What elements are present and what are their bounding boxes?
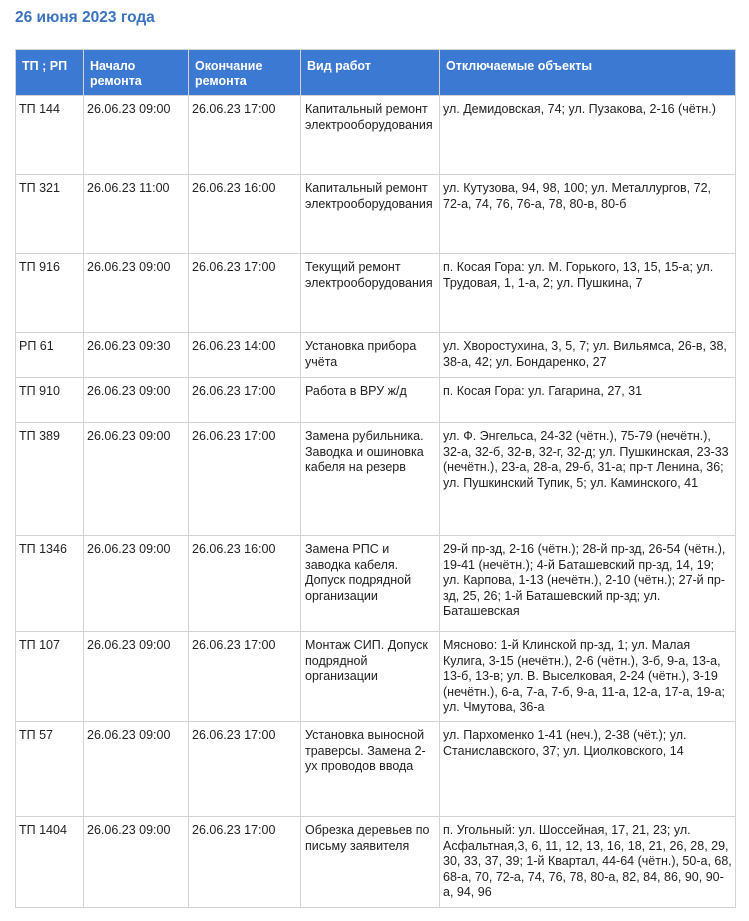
cell-work: Установка прибора учёта (301, 333, 439, 377)
cell-work: Замена рубильника. Заводка и ошиновка кабеля на резерв (301, 423, 439, 535)
table-row (16, 423, 735, 535)
cell-start: 26.06.23 09:00 (84, 536, 188, 631)
cell-station: ТП 57 (16, 722, 83, 816)
cell-station: ТП 916 (16, 254, 83, 332)
cell-end: 26.06.23 17:00 (189, 254, 300, 332)
header-station: ТП ; РП (16, 50, 83, 95)
header-work: Вид работ (301, 50, 439, 95)
cell-objects: п. Косая Гора: ул. М. Горького, 13, 15, 15-а; ул. Трудовая, 1, 1-а, 2; ул. Пушкина, 7 (440, 254, 735, 332)
cell-work: Капитальный ремонт электрооборудования (301, 175, 439, 253)
cell-end: 26.06.23 17:00 (189, 96, 300, 174)
cell-work: Текущий ремонт электрооборудования (301, 254, 439, 332)
table-row (16, 632, 735, 721)
cell-start: 26.06.23 09:00 (84, 632, 188, 721)
cell-objects: ул. Ф. Энгельса, 24-32 (чётн.), 75-79 (нечётн.), 32-а, 32-б, 32-в, 32-г, 32-д; ул. Пушкинская, 23-33 (нечётн.), 23-а, 28-а, 29-б, 31-а; пр-т Ленина, 36; ул. Пушкинский Тупик, 5; ул. Каминского, 41 (440, 423, 735, 535)
cell-end: 26.06.23 17:00 (189, 817, 300, 907)
page-title: 26 июня 2023 года (15, 9, 155, 26)
header-objects: Отключаемые объекты (440, 50, 735, 95)
cell-end: 26.06.23 17:00 (189, 378, 300, 422)
cell-end: 26.06.23 17:00 (189, 632, 300, 721)
cell-work: Установка выносной траверсы. Замена 2-ух проводов ввода (301, 722, 439, 816)
cell-station: ТП 910 (16, 378, 83, 422)
cell-objects: п. Косая Гора: ул. Гагарина, 27, 31 (440, 378, 735, 422)
cell-end: 26.06.23 16:00 (189, 175, 300, 253)
table-row (16, 817, 735, 907)
cell-station: ТП 321 (16, 175, 83, 253)
cell-station: ТП 107 (16, 632, 83, 721)
cell-start: 26.06.23 09:00 (84, 722, 188, 816)
cell-start: 26.06.23 09:30 (84, 333, 188, 377)
cell-objects: ул. Демидовская, 74; ул. Пузакова, 2-16 (чётн.) (440, 96, 735, 174)
table-row (16, 536, 735, 631)
table-row (16, 722, 735, 816)
cell-start: 26.06.23 11:00 (84, 175, 188, 253)
table-row (16, 333, 735, 377)
cell-objects: ул. Хворостухина, 3, 5, 7; ул. Вильямса, 26-в, 38, 38-а, 42; ул. Бондаренко, 27 (440, 333, 735, 377)
table-row (16, 175, 735, 253)
cell-start: 26.06.23 09:00 (84, 423, 188, 535)
table-row (16, 96, 735, 174)
table-header-row (16, 50, 735, 95)
cell-station: ТП 389 (16, 423, 83, 535)
cell-station: ТП 144 (16, 96, 83, 174)
cell-start: 26.06.23 09:00 (84, 817, 188, 907)
table-row (16, 378, 735, 422)
cell-work: Обрезка деревьев по письму заявителя (301, 817, 439, 907)
cell-objects: п. Угольный: ул. Шоссейная, 17, 21, 23; ул. Асфальтная,3, 6, 11, 12, 13, 16, 18, 21, 26, 28, 29, 30, 33, 37, 39; 1-й Квартал, 44-64 (чётн.), 50-а, 68, 68-а, 70, 72-а, 74, 76, 78, 80-а, 82, 84, 86, 90, 90-а, 94, 96 (440, 817, 735, 907)
cell-end: 26.06.23 14:00 (189, 333, 300, 377)
cell-objects: Мясново: 1-й Клинской пр-зд, 1; ул. Малая Кулига, 3-15 (нечётн.), 2-6 (чётн.), 3-б, 9-а, 13-а, 13-б, 13-в; ул. В. Выселковая, 2-24 (чётн.), 3-19 (нечётн.), 6-а, 7-а, 7-б, 9-а, 11-а, 12-а, 17-а, 19-а; ул. Чмутова, 36-а (440, 632, 735, 721)
cell-objects: ул. Кутузова, 94, 98, 100; ул. Металлургов, 72, 72-а, 74, 76, 76-а, 78, 80-в, 80-б (440, 175, 735, 253)
cell-start: 26.06.23 09:00 (84, 254, 188, 332)
outage-schedule-table (15, 49, 736, 908)
cell-work: Капитальный ремонт электрооборудования (301, 96, 439, 174)
cell-start: 26.06.23 09:00 (84, 96, 188, 174)
cell-work: Замена РПС и заводка кабеля. Допуск подрядной организации (301, 536, 439, 631)
header-end: Окончание ремонта (189, 50, 300, 95)
header-start: Начало ремонта (84, 50, 188, 95)
cell-objects: ул. Пархоменко 1-41 (неч.), 2-38 (чёт.); ул. Станиславского, 37; ул. Циолковского, 14 (440, 722, 735, 816)
table-row (16, 254, 735, 332)
cell-station: ТП 1346 (16, 536, 83, 631)
cell-end: 26.06.23 17:00 (189, 423, 300, 535)
cell-station: ТП 1404 (16, 817, 83, 907)
cell-objects: 29-й пр-зд, 2-16 (чётн.); 28-й пр-зд, 26-54 (чётн.), 19-41 (нечётн.); 4-й Баташевский пр-зд, 14, 19; ул. Карпова, 1-13 (нечётн.), 2-10 (чётн.); 27-й пр-зд, 25, 26; 1-й Баташевский пр-зд; ул. Баташевская (440, 536, 735, 631)
cell-end: 26.06.23 16:00 (189, 536, 300, 631)
cell-station: РП 61 (16, 333, 83, 377)
cell-work: Монтаж СИП. Допуск подрядной организации (301, 632, 439, 721)
cell-start: 26.06.23 09:00 (84, 378, 188, 422)
cell-end: 26.06.23 17:00 (189, 722, 300, 816)
cell-work: Работа в ВРУ ж/д (301, 378, 439, 422)
